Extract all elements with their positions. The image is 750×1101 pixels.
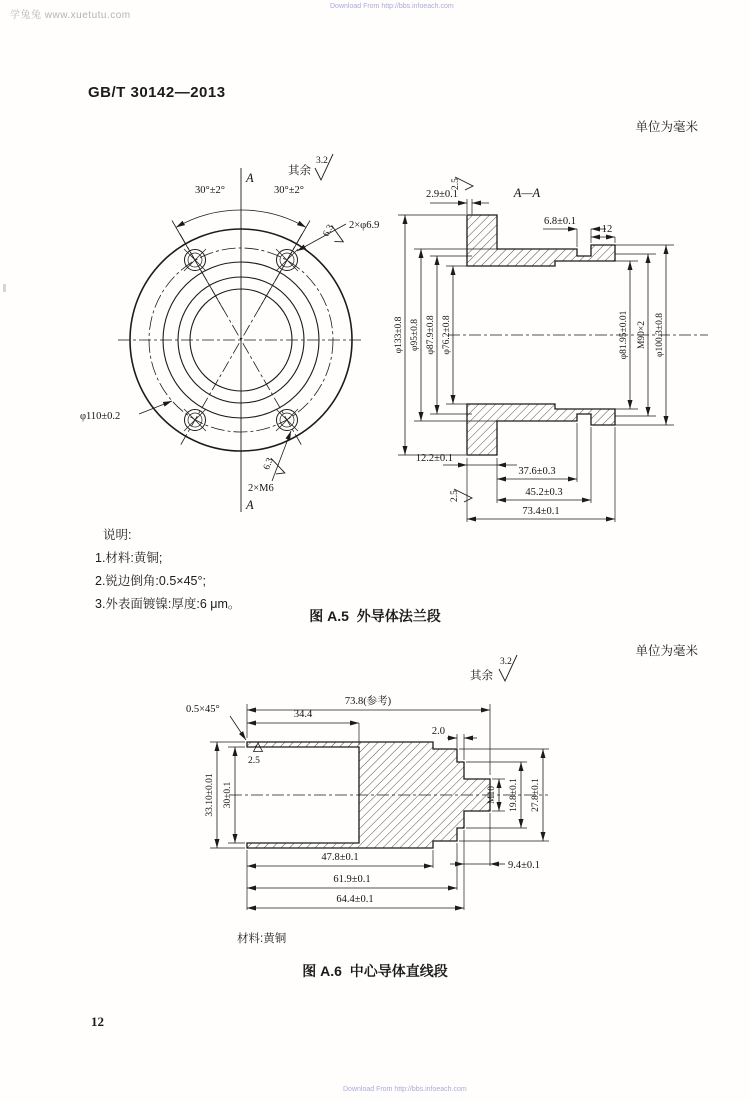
figure-a5-front-view: [80, 154, 379, 512]
dim-73-4-label: 73.4±0.1: [522, 506, 560, 517]
figure-a6-material-note: 材料:黄铜: [237, 933, 287, 945]
watermark-top-center: Download From http://bbs.infoeach.com: [330, 3, 454, 10]
note-item-1: 1.材料:黄铜;: [95, 551, 163, 565]
hole-bottom-left: [184, 409, 206, 431]
hole-top-left: [184, 249, 206, 271]
dim-bore-label: 30±0.1: [223, 781, 233, 809]
hole-bottom-right: [276, 409, 298, 431]
surface-finish-note-a5: [288, 154, 333, 180]
surface-prefix-a5: 其余: [288, 165, 311, 177]
page-number: 12: [91, 1014, 104, 1029]
roughness-value-bottom-holes: 6.3: [262, 456, 276, 472]
dim-73-8-label: 73.8(参考): [344, 696, 392, 707]
figure-a6-drawing: [186, 655, 549, 910]
thread-m10-label: M10: [487, 786, 497, 804]
a6-right-extension-lines: [459, 749, 549, 910]
dim-47-8-label: 47.8±0.1: [321, 852, 359, 863]
watermark-top-left: 学兔兔 www.xuetutu.com: [10, 10, 131, 21]
dim-2-0-label: 2.0: [431, 726, 445, 737]
dim-34-4-label: 34.4: [293, 709, 313, 720]
dia-76-2-label: φ76.2±0.8: [442, 315, 452, 355]
surface-value-a6: 3.2: [500, 657, 512, 667]
dim-12-label: 12: [601, 224, 613, 235]
roughness-value-section-bottom: 2.5: [450, 490, 460, 502]
section-top-half: [467, 215, 615, 266]
surface-value-a5: 3.2: [316, 156, 328, 166]
section-label-top: A: [246, 171, 254, 185]
hole-top-right: [276, 249, 298, 271]
section-label-bottom: A: [246, 498, 254, 512]
note-item-3: 3.外表面镀镍:厚度:6 μm。: [95, 597, 241, 611]
figure-a5-section-view: [394, 177, 708, 522]
leader-bolt-circle: [139, 401, 172, 414]
dia-100-3-label: φ100.3±0.8: [655, 313, 665, 357]
angle-radial-left: [172, 221, 224, 310]
angle-radial-right: [259, 221, 311, 310]
dim-61-9-label: 61.9±0.1: [333, 874, 371, 885]
watermark-bottom: Download From http://bbs.infoeach.com: [343, 1086, 467, 1093]
angle-right-label: 30°±2°: [274, 185, 304, 196]
roughness-value-section-top: 2.5: [451, 178, 461, 190]
figure-a6-caption: 图 A.6 中心导体直线段: [302, 963, 448, 979]
roughness-value-a6: 2.5: [248, 756, 260, 766]
standard-number: GB/T 30142—2013: [88, 84, 226, 101]
dia-87-9-label: φ87.9±0.8: [426, 315, 436, 355]
units-note-2: 单位为毫米: [635, 644, 698, 658]
units-note-1: 单位为毫米: [635, 120, 698, 134]
dim-6-8-label: 6.8±0.1: [543, 216, 577, 227]
dim-27-8-label: 27.8±0.1: [531, 778, 541, 812]
roughness-mark-section-bottom: [450, 489, 472, 502]
section-title: A—A: [513, 186, 541, 200]
roughness-value-top-holes: 6.3: [321, 223, 336, 239]
dim-9-4-label: 9.4±0.1: [508, 860, 541, 871]
hole-top-label: 2×φ6.9: [349, 220, 380, 231]
figure-a5-notes: [95, 524, 240, 616]
chamfer-label: 0.5×45°: [186, 704, 220, 715]
figure-a5-caption: 图 A.5 外导体法兰段: [309, 608, 441, 624]
dia-81-95-label: φ81.95±0.01: [619, 310, 629, 360]
dim-19-8-label: 19.8±0.1: [509, 778, 519, 812]
angle-left-label: 30°±2°: [195, 185, 225, 196]
dia-95-label: φ95±0.8: [410, 318, 420, 352]
section-bottom-half: [467, 404, 615, 455]
dim-37-6-label: 37.6±0.3: [518, 466, 556, 477]
a6-top-dimension-lines: [230, 710, 490, 740]
dim-2-9-label: 2.9±0.1: [425, 189, 459, 200]
dia-133-label: φ133±0.8: [394, 316, 404, 354]
dim-45-2-label: 45.2±0.3: [525, 487, 563, 498]
notes-title: 说明:: [103, 528, 132, 542]
surface-finish-note-a6: [470, 655, 517, 682]
hole-bottom-label: 2×M6: [248, 483, 274, 494]
surface-prefix-a6: 其余: [470, 670, 493, 682]
thread-m90-label: M90×2: [637, 320, 647, 350]
roughness-mark-section-top: [451, 177, 473, 190]
roughness-mark-top-holes: [321, 223, 347, 245]
bolt-circle-label: φ110±0.2: [80, 411, 121, 422]
dim-od-label: 33.10±0.01: [205, 773, 215, 817]
note-item-2: 2.锐边倒角:0.5×45°;: [95, 574, 206, 588]
dim-64-4-label: 64.4±0.1: [336, 894, 374, 905]
leader-hole-top: [297, 224, 346, 251]
top-dimension-lines: [430, 203, 615, 237]
dim-12-2-label: 12.2±0.1: [415, 453, 453, 464]
